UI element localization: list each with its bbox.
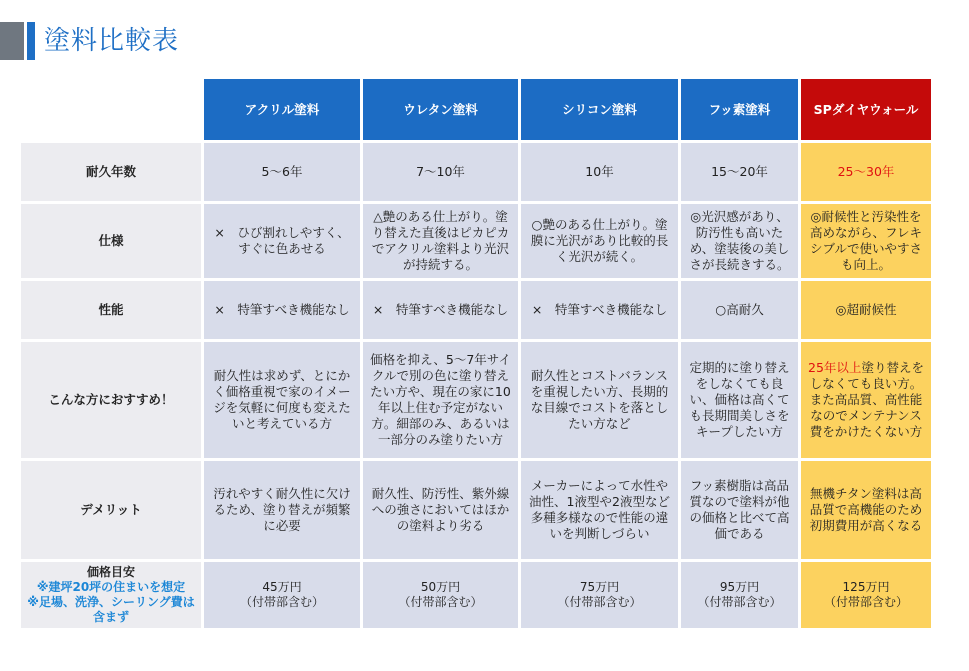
cell-performance-fluorine: ○高耐久: [681, 281, 798, 339]
cell-spec-fluorine: ◎光沢感があり、防汚性も高いため、塗装後の美しさが長続きする。: [681, 204, 798, 278]
price-sub: （付帯部含む）: [398, 595, 483, 609]
cell-durability-silicone: 10年: [521, 143, 678, 201]
row-label-recommend: こんな方におすすめ！: [21, 342, 201, 458]
row-performance: [21, 281, 931, 339]
row-label-durability: 耐久年数: [21, 143, 201, 201]
row-demerit: [21, 461, 931, 559]
price-value: 50万円: [420, 580, 461, 594]
price-value: 75万円: [579, 580, 620, 594]
cell-performance-sp: ◎超耐候性: [801, 281, 931, 339]
title-decoration-gray: [0, 22, 24, 60]
header-silicone: シリコン塗料: [521, 79, 678, 140]
price-label: 価格目安: [86, 565, 135, 579]
page-title: 塗料比較表: [44, 26, 180, 56]
sp-recommend-rest: 塗り替えをしなくても良い方。また高品質、高性能なのでメンテナンス費をかけたくない方: [809, 360, 924, 439]
cell-price-sp: [801, 562, 931, 628]
cell-durability-fluorine: 15～20年: [681, 143, 798, 201]
cell-recommend-fluorine: 定期的に塗り替えをしなくても良い、価格は高くても長期間美しさをキープしたい方: [681, 342, 798, 458]
row-price: [21, 562, 931, 628]
title-bar: [0, 14, 969, 60]
price-value: 95万円: [719, 580, 760, 594]
cell-recommend-urethane: 価格を抑え、5～7年サイクルで別の色に塗り替えたい方や、現在の家に10年以上住む予定がない方。細部のみ、あるいは一部分のみ塗りたい方: [363, 342, 518, 458]
header-fluorine: フッ素塗料: [681, 79, 798, 140]
row-label-demerit: デメリット: [21, 461, 201, 559]
cell-demerit-silicone: メーカーによって水性や油性、1液型や2液型など多種多様なので性能の違いを判断しづらい: [521, 461, 678, 559]
price-value: 45万円: [262, 580, 302, 594]
price-sub: （付帯部含む）: [557, 595, 642, 609]
price-note-exclusions: ※足場、洗浄、シーリング費は含まず: [27, 595, 195, 624]
cell-demerit-acrylic: 汚れやすく耐久性に欠けるため、塗り替えが頻繁に必要: [204, 461, 360, 559]
cell-demerit-sp: 無機チタン塗料は高品質で高機能のため初期費用が高くなる: [801, 461, 931, 559]
row-spec: [21, 204, 931, 278]
cell-performance-acrylic: × 特筆すべき機能なし: [204, 281, 360, 339]
cell-recommend-sp: [801, 342, 931, 458]
price-value: 125万円: [842, 580, 890, 594]
header-row: [21, 79, 931, 140]
header-urethane: ウレタン塗料: [363, 79, 518, 140]
cell-spec-silicone: ○艶のある仕上がり。塗膜に光沢があり比較的長く光沢が続く。: [521, 204, 678, 278]
price-sub: （付帯部含む）: [697, 595, 782, 609]
row-label-performance: 性能: [21, 281, 201, 339]
comparison-table: [18, 76, 934, 631]
cell-price-acrylic: [204, 562, 360, 628]
cell-spec-sp: ◎耐候性と汚染性を高めながら、フレキシブルで使いやすさも向上。: [801, 204, 931, 278]
cell-performance-silicone: × 特筆すべき機能なし: [521, 281, 678, 339]
title-decoration-blue: [27, 22, 35, 60]
cell-demerit-urethane: 耐久性、防汚性、紫外線への強さにおいてはほかの塗料より劣る: [363, 461, 518, 559]
cell-price-urethane: [363, 562, 518, 628]
cell-recommend-acrylic: 耐久性は求めず、とにかく価格重視で家のイメージを気軽に何度も変えたいと考えている方: [204, 342, 360, 458]
header-acrylic: アクリル塗料: [204, 79, 360, 140]
cell-durability-urethane: 7～10年: [363, 143, 518, 201]
row-durability: [21, 143, 931, 201]
price-sub: （付帯部含む）: [823, 595, 908, 609]
header-sp-diawall: SPダイヤウォール: [801, 79, 931, 140]
price-note-area: ※建坪20坪の住まいを想定: [36, 580, 186, 594]
cell-performance-urethane: × 特筆すべき機能なし: [363, 281, 518, 339]
row-label-spec: 仕様: [21, 204, 201, 278]
sp-recommend-highlight: 25年以上: [808, 360, 862, 375]
row-recommend: [21, 342, 931, 458]
cell-recommend-silicone: 耐久性とコストバランスを重視したい方、長期的な目線でコストを落としたい方など: [521, 342, 678, 458]
cell-price-fluorine: [681, 562, 798, 628]
corner-cell: [21, 79, 201, 140]
cell-price-silicone: [521, 562, 678, 628]
price-sub: （付帯部含む）: [239, 595, 324, 609]
cell-demerit-fluorine: フッ素樹脂は高品質なので塗料が他の価格と比べて高価である: [681, 461, 798, 559]
cell-spec-acrylic: × ひび割れしやすく、すぐに色あせる: [204, 204, 360, 278]
cell-durability-sp: 25～30年: [801, 143, 931, 201]
row-label-price: [21, 562, 201, 628]
cell-durability-acrylic: 5～6年: [204, 143, 360, 201]
cell-spec-urethane: △艶のある仕上がり。塗り替えた直後はピカピカでアクリル塗料より光沢が持続する。: [363, 204, 518, 278]
